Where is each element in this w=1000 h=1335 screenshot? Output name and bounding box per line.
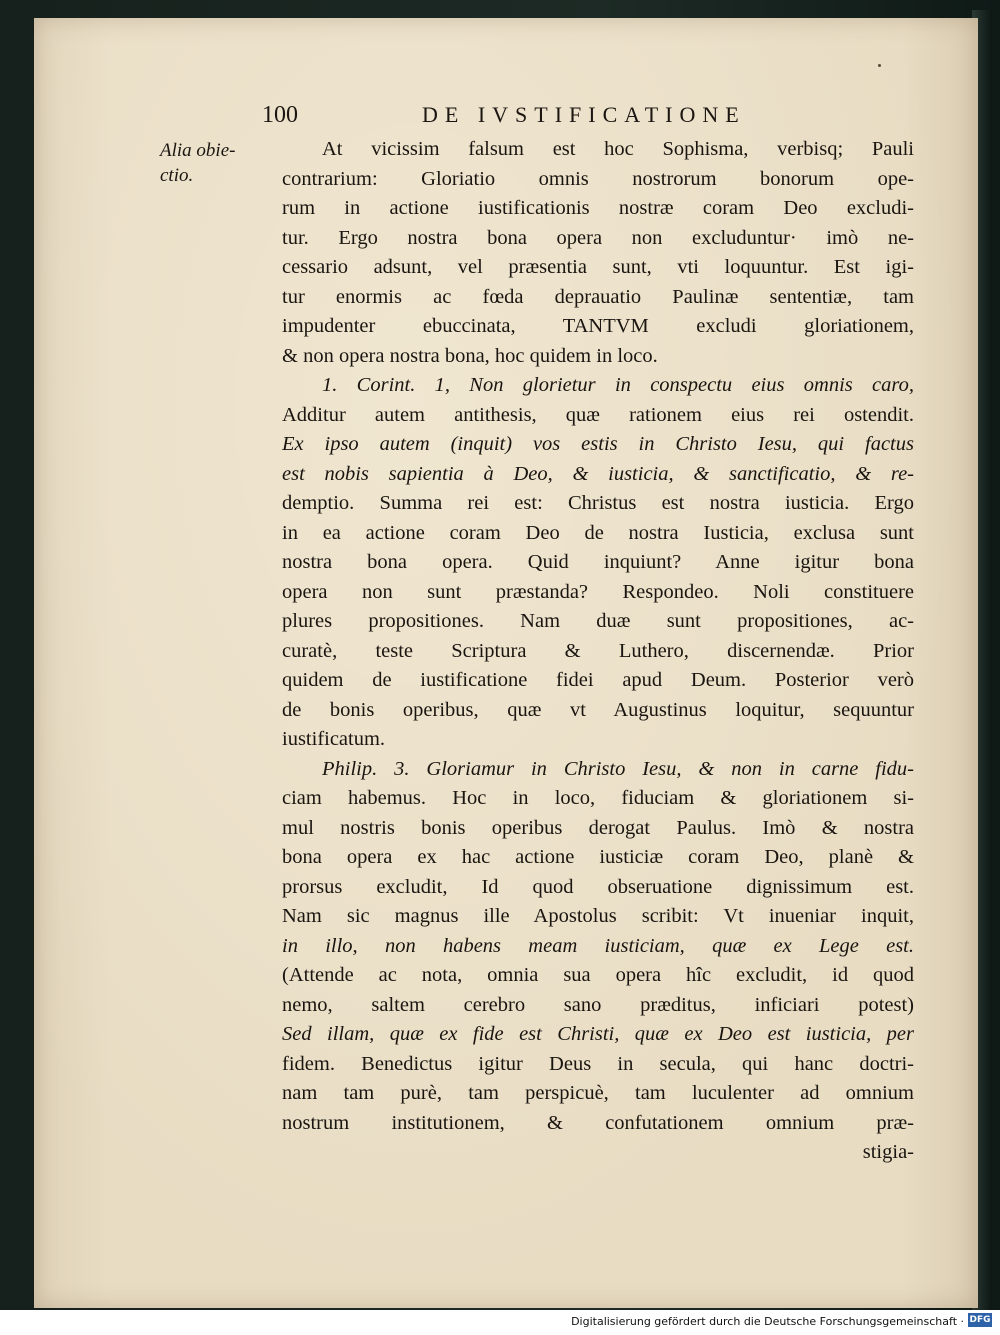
text-line: Sed illam, quæ ex fide est Christi, quæ ex Deo est iusticia, per [282, 1023, 914, 1045]
text-line: 1. Corint. 1, Non glorietur in conspectu eius omnis caro, [322, 374, 914, 396]
text-line: impudenter ebuccinata, TANTVM excludi gloriationem, [282, 315, 914, 337]
dfg-logo: DFG [969, 1315, 991, 1325]
text-line: de bonis operibus, quæ vt Augustinus loquitur, sequuntur [282, 698, 914, 721]
text-line: Additur autem antithesis, quæ rationem eius rei ostendit. [282, 403, 914, 426]
marginal-note-line: ctio. [160, 165, 194, 186]
text-line: bona opera ex hac actione iusticiæ coram Deo, planè & [282, 846, 914, 868]
text-line: contrarium: Gloriatio omnis nostrorum bonorum ope- [282, 167, 914, 190]
text-line: rum in actione iustificationis nostræ coram Deo excludi- [282, 197, 914, 219]
text-line: stigia- [862, 1141, 914, 1163]
text-line: cessario adsunt, vel præsentia sunt, vti loquuntur. Est igi- [282, 256, 914, 278]
ink-speck [878, 64, 881, 67]
text-line: iustificatum. [282, 728, 386, 750]
text-line: est nobis sapientia à Deo, & iusticia, & sanctificatio, & re- [282, 462, 914, 485]
text-line: in ea actione coram Deo de nostra Iusticia, exclusa sunt [282, 521, 914, 544]
marginal-note [160, 138, 260, 188]
text-line: Nam sic magnus ille Apostolus scribit: Vt inueniar inquit, [282, 905, 914, 927]
text-line: in illo, non habens meam iusticiam, quæ ex Lege est. [282, 934, 914, 957]
text-line: demptio. Summa rei est: Christus est nostra iusticia. Ergo [282, 492, 914, 514]
text-line: curatè, teste Scriptura & Luthero, discernendæ. Prior [282, 639, 914, 662]
text-line: nam tam purè, tam perspicuè, tam luculenter ad omnium [282, 1082, 914, 1104]
text-line: ciam habemus. Hoc in loco, fiduciam & gloriationem si- [282, 787, 914, 809]
text-line: prorsus excludit, Id quod obseruatione dignissimum est. [282, 875, 914, 898]
text-line: tur enormis ac fœda deprauatio Paulinæ sententiæ, tam [282, 285, 914, 308]
text-line: quidem de iustificatione fidei apud Deum. Posterior verò [282, 669, 914, 691]
digitization-credit: Digitalisierung gefördert durch die Deutsche Forschungsgemeinschaft · [571, 1315, 964, 1328]
text-line: tur. Ergo nostra bona opera non excluduntur· imò ne- [282, 226, 914, 249]
text-line: & non opera nostra bona, hoc quidem in loco. [282, 344, 658, 367]
text-line: Philip. 3. Gloriamur in Christo Iesu, & non in carne fidu- [322, 757, 914, 780]
text-line: At vicissim falsum est hoc Sophisma, verbisq; Pauli [322, 138, 914, 160]
text-line: opera non sunt præstanda? Respondeo. Noli constituere [282, 580, 914, 603]
text-line: nostrum institutionem, & confutationem omnium præ- [282, 1111, 914, 1134]
text-line: fidem. Benedictus igitur Deus in secula, qui hanc doctri- [282, 1052, 914, 1075]
text-line: nostra bona opera. Quid inquiunt? Anne igitur bona [282, 551, 914, 573]
marginal-note-line: Alia obie- [160, 140, 236, 161]
running-title: DE IVSTIFICATIONE [422, 102, 746, 127]
body-text [282, 135, 914, 1168]
text-line: Ex ipso autem (inquit) vos estis in Christo Iesu, qui factus [282, 433, 914, 455]
text-line: plures propositiones. Nam duæ sunt propositiones, ac- [282, 610, 914, 632]
text-line: (Attende ac nota, omnia sua opera hîc excludit, id quod [282, 964, 914, 986]
text-line: mul nostris bonis operibus derogat Paulus. Imò & nostra [282, 816, 914, 839]
text-line: nemo, saltem cerebro sano præditus, inficiari potest) [282, 993, 914, 1016]
page-header [262, 102, 902, 132]
page-number: 100 [262, 102, 298, 128]
